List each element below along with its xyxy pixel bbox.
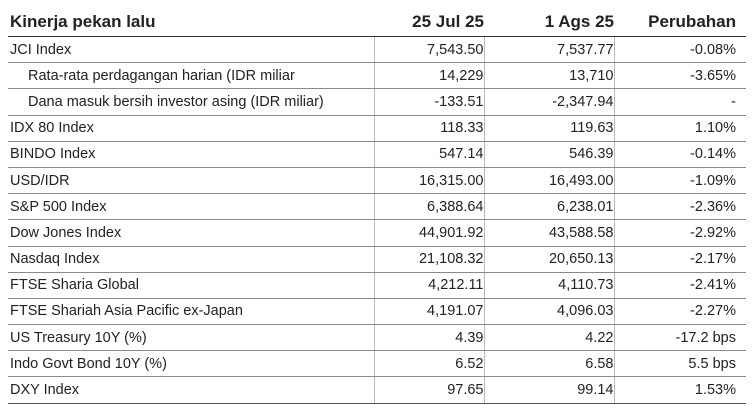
- value-change: -3.65%: [614, 63, 746, 89]
- row-label: USD/IDR: [8, 167, 374, 193]
- value-change: 1.10%: [614, 115, 746, 141]
- value-25-jul: 97.65: [374, 377, 484, 403]
- header-change: Perubahan: [614, 8, 746, 37]
- row-label: Dana masuk bersih investor asing (IDR miliar): [8, 89, 374, 115]
- value-1-ags: 6,238.01: [484, 194, 614, 220]
- value-25-jul: 21,108.32: [374, 246, 484, 272]
- value-1-ags: -2,347.94: [484, 89, 614, 115]
- value-1-ags: 99.14: [484, 377, 614, 403]
- value-1-ags: 16,493.00: [484, 167, 614, 193]
- value-1-ags: 4.22: [484, 325, 614, 351]
- value-change: -2.27%: [614, 298, 746, 324]
- header-title: Kinerja pekan lalu: [8, 8, 374, 37]
- value-change: -2.17%: [614, 246, 746, 272]
- value-25-jul: 7,543.50: [374, 37, 484, 63]
- row-label: FTSE Shariah Asia Pacific ex-Japan: [8, 298, 374, 324]
- table-row: [8, 377, 746, 403]
- value-25-jul: 4,191.07: [374, 298, 484, 324]
- value-change: -0.14%: [614, 141, 746, 167]
- row-label: IDX 80 Index: [8, 115, 374, 141]
- row-label: US Treasury 10Y (%): [8, 325, 374, 351]
- row-label: Indo Govt Bond 10Y (%): [8, 351, 374, 377]
- value-change: -0.08%: [614, 37, 746, 63]
- table-row: [8, 325, 746, 351]
- value-25-jul: 547.14: [374, 141, 484, 167]
- table-row: [8, 89, 746, 115]
- value-1-ags: 13,710: [484, 63, 614, 89]
- value-1-ags: 4,110.73: [484, 272, 614, 298]
- table-row: [8, 167, 746, 193]
- value-25-jul: 4,212.11: [374, 272, 484, 298]
- table-row: [8, 298, 746, 324]
- table-row: [8, 37, 746, 63]
- value-25-jul: 16,315.00: [374, 167, 484, 193]
- table-row: [8, 141, 746, 167]
- row-label: S&P 500 Index: [8, 194, 374, 220]
- value-25-jul: 6.52: [374, 351, 484, 377]
- table-row: [8, 115, 746, 141]
- weekly-performance-table: [8, 8, 746, 404]
- value-25-jul: -133.51: [374, 89, 484, 115]
- row-label: Nasdaq Index: [8, 246, 374, 272]
- table-row: [8, 63, 746, 89]
- value-1-ags: 4,096.03: [484, 298, 614, 324]
- value-change: 1.53%: [614, 377, 746, 403]
- header-date-1: 25 Jul 25: [374, 8, 484, 37]
- header-date-2: 1 Ags 25: [484, 8, 614, 37]
- value-change: -2.41%: [614, 272, 746, 298]
- value-change: 5.5 bps: [614, 351, 746, 377]
- table-row: [8, 220, 746, 246]
- value-25-jul: 14,229: [374, 63, 484, 89]
- header-row: [8, 8, 746, 37]
- table-row: [8, 272, 746, 298]
- value-change: -17.2 bps: [614, 325, 746, 351]
- table-row: [8, 194, 746, 220]
- row-label: FTSE Sharia Global: [8, 272, 374, 298]
- value-25-jul: 4.39: [374, 325, 484, 351]
- value-1-ags: 6.58: [484, 351, 614, 377]
- value-1-ags: 546.39: [484, 141, 614, 167]
- value-change: -2.92%: [614, 220, 746, 246]
- row-label: Rata-rata perdagangan harian (IDR miliar: [8, 63, 374, 89]
- table-header: [8, 8, 746, 37]
- table-row: [8, 246, 746, 272]
- value-25-jul: 44,901.92: [374, 220, 484, 246]
- value-25-jul: 6,388.64: [374, 194, 484, 220]
- value-1-ags: 20,650.13: [484, 246, 614, 272]
- value-1-ags: 7,537.77: [484, 37, 614, 63]
- row-label: DXY Index: [8, 377, 374, 403]
- value-1-ags: 119.63: [484, 115, 614, 141]
- row-label: Dow Jones Index: [8, 220, 374, 246]
- value-change: -: [614, 89, 746, 115]
- row-label: JCI Index: [8, 37, 374, 63]
- value-25-jul: 118.33: [374, 115, 484, 141]
- value-change: -1.09%: [614, 167, 746, 193]
- row-label: BINDO Index: [8, 141, 374, 167]
- table-row: [8, 351, 746, 377]
- value-1-ags: 43,588.58: [484, 220, 614, 246]
- value-change: -2.36%: [614, 194, 746, 220]
